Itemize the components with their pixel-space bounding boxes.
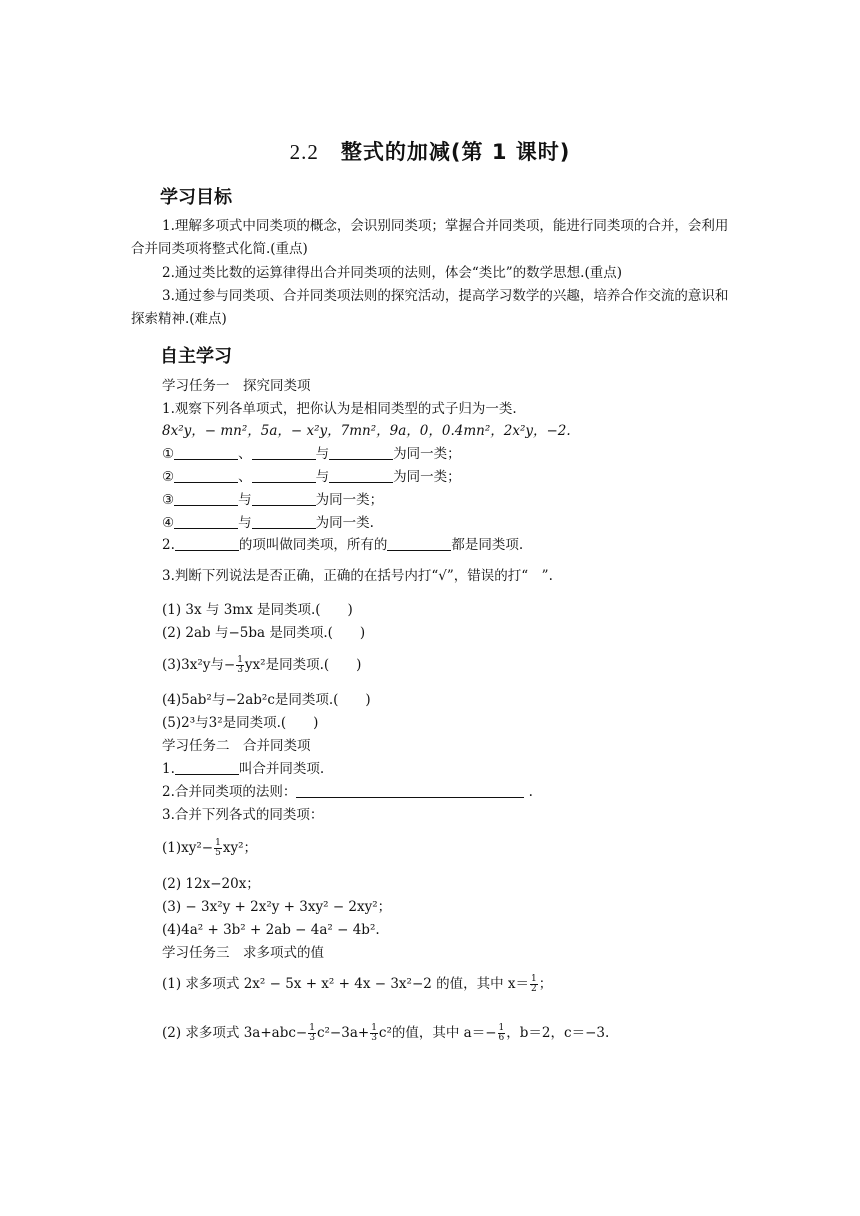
denominator: 5	[215, 848, 221, 858]
separator: 与	[238, 515, 252, 531]
monomial-list: 8x²y，− mn²，5a，− x²y，7mn²，9a，0，0.4mn²，2x²y，−2.	[162, 423, 571, 439]
denominator: 3	[309, 1033, 315, 1043]
goal-2: 2.通过类比数的运算律得出合并同类项的法则，体会“类比”的数学思想.(重点)	[162, 265, 623, 281]
separator: 与	[238, 492, 252, 508]
answer-blank[interactable]	[174, 468, 238, 483]
heading-learning-goals: 学习目标	[160, 187, 232, 208]
separator: 、	[238, 469, 252, 485]
denominator: 3	[237, 665, 243, 675]
question-text: 2.合并同类项的法则：	[162, 784, 297, 800]
answer-blank[interactable]	[252, 514, 316, 529]
expression-text: c²−3a+	[316, 1025, 370, 1041]
judge-text: yx²是同类项.( )	[244, 657, 362, 673]
denominator: 2	[531, 984, 537, 994]
answer-blank[interactable]	[329, 468, 393, 483]
task2-question-2	[162, 782, 533, 802]
question-3: 3.判断下列说法是否正确，正确的在括号内打“√”，错误的打“ ”.	[162, 568, 553, 584]
evaluate-1	[162, 974, 552, 994]
denominator: 3	[371, 1033, 377, 1043]
judge-5: (5)2³与3²是同类项.( )	[162, 715, 319, 731]
question-text: 都是同类项.	[451, 537, 524, 553]
answer-blank[interactable]	[329, 445, 393, 460]
fraction	[530, 975, 538, 994]
separator: 与	[315, 469, 330, 485]
expression-text: c²的值，其中 a＝−	[378, 1025, 497, 1041]
answer-blank[interactable]	[387, 536, 451, 551]
task2-question-1	[162, 759, 324, 779]
fraction	[498, 1024, 506, 1043]
fraction	[214, 839, 222, 858]
answer-blank[interactable]	[175, 536, 239, 551]
denominator: 6	[498, 1033, 505, 1043]
group-row-2	[162, 467, 461, 487]
question-text: 叫合并同类项.	[238, 761, 325, 777]
group-row-1	[162, 444, 461, 464]
row-end: 为同一类；	[393, 446, 461, 462]
section-number: 2.2	[289, 140, 319, 164]
answer-blank[interactable]	[296, 783, 524, 798]
answer-blank[interactable]	[252, 491, 316, 506]
answer-blank[interactable]	[175, 760, 239, 775]
answer-blank[interactable]	[252, 445, 316, 460]
evaluate-2	[162, 1023, 609, 1043]
page-title	[0, 136, 860, 166]
task-3-heading: 学习任务三 求多项式的值	[162, 945, 324, 961]
numerator: 1	[371, 1023, 377, 1033]
goal-3: 3.通过参与同类项、合并同类项法则的探究活动，提高学习数学的兴趣，培养合作交流的意识和探索精神.(难点)	[131, 288, 729, 327]
row-marker: ①	[162, 446, 175, 462]
row-marker: ④	[162, 515, 175, 531]
fraction	[236, 656, 244, 675]
combine-4: (4)4a² + 3b² + 2ab − 4a² − 4b².	[162, 922, 380, 938]
fraction	[308, 1024, 316, 1043]
fraction	[370, 1024, 378, 1043]
numerator: 1	[531, 974, 537, 984]
row-end: 为同一类；	[315, 492, 384, 508]
row-end: 为同一类.	[315, 515, 374, 531]
numerator: 1	[309, 1023, 315, 1033]
answer-blank[interactable]	[174, 491, 238, 506]
separator: 与	[315, 446, 330, 462]
numerator: 1	[237, 655, 243, 665]
combine-1	[162, 838, 257, 858]
expression-text: ；	[538, 976, 553, 992]
question-1: 1.观察下列各单项式，把你认为是相同类型的式子归为一类.	[162, 401, 517, 417]
numerator: 1	[498, 1023, 505, 1033]
combine-3: (3) − 3x²y + 2x²y + 3xy² − 2xy²；	[162, 899, 392, 915]
answer-blank[interactable]	[174, 445, 238, 460]
answer-blank[interactable]	[174, 514, 238, 529]
row-marker: ②	[162, 469, 175, 485]
group-row-3	[162, 490, 383, 510]
judge-1: (1) 3x 与 3mx 是同类项.( )	[162, 602, 353, 618]
task-2-heading: 学习任务二 合并同类项	[162, 738, 311, 754]
expression-text: (2) 求多项式 3a+abc−	[162, 1025, 308, 1041]
expression-text: ，b＝2，c＝−3.	[506, 1025, 610, 1041]
group-row-4	[162, 513, 374, 533]
question-number: 2.	[162, 537, 175, 553]
judge-text: (3)3x²y与−	[162, 657, 236, 673]
heading-self-study: 自主学习	[160, 346, 232, 367]
expression-text: (1)xy²−	[162, 840, 214, 856]
question-2	[162, 535, 523, 555]
row-end: 为同一类；	[393, 469, 461, 485]
goal-1: 1.理解多项式中同类项的概念，会识别同类项；掌握合并同类项，能进行同类项的合并，会利用合并同类项将整式化简.(重点)	[131, 218, 729, 257]
question-text: .	[524, 784, 533, 800]
task-1-heading: 学习任务一 探究同类项	[162, 378, 311, 394]
numerator: 1	[215, 838, 221, 848]
row-marker: ③	[162, 492, 175, 508]
title-text: 整式的加减(第 1 课时)	[340, 140, 571, 164]
answer-blank[interactable]	[252, 468, 316, 483]
separator: 、	[238, 446, 252, 462]
combine-2: (2) 12x−20x；	[162, 876, 260, 892]
task2-question-3: 3.合并下列各式的同类项：	[162, 807, 324, 823]
judge-4: (4)5ab²与−2ab²c是同类项.( )	[162, 692, 371, 708]
expression-text: (1) 求多项式 2x² − 5x + x² + 4x − 3x²−2 的值，其中 x＝	[162, 976, 530, 992]
expression-text: xy²；	[222, 840, 257, 856]
judge-3	[162, 655, 361, 675]
question-text: 的项叫做同类项，所有的	[238, 537, 388, 553]
judge-2: (2) 2ab 与−5ba 是同类项.( )	[162, 625, 366, 641]
question-number: 1.	[162, 761, 175, 777]
